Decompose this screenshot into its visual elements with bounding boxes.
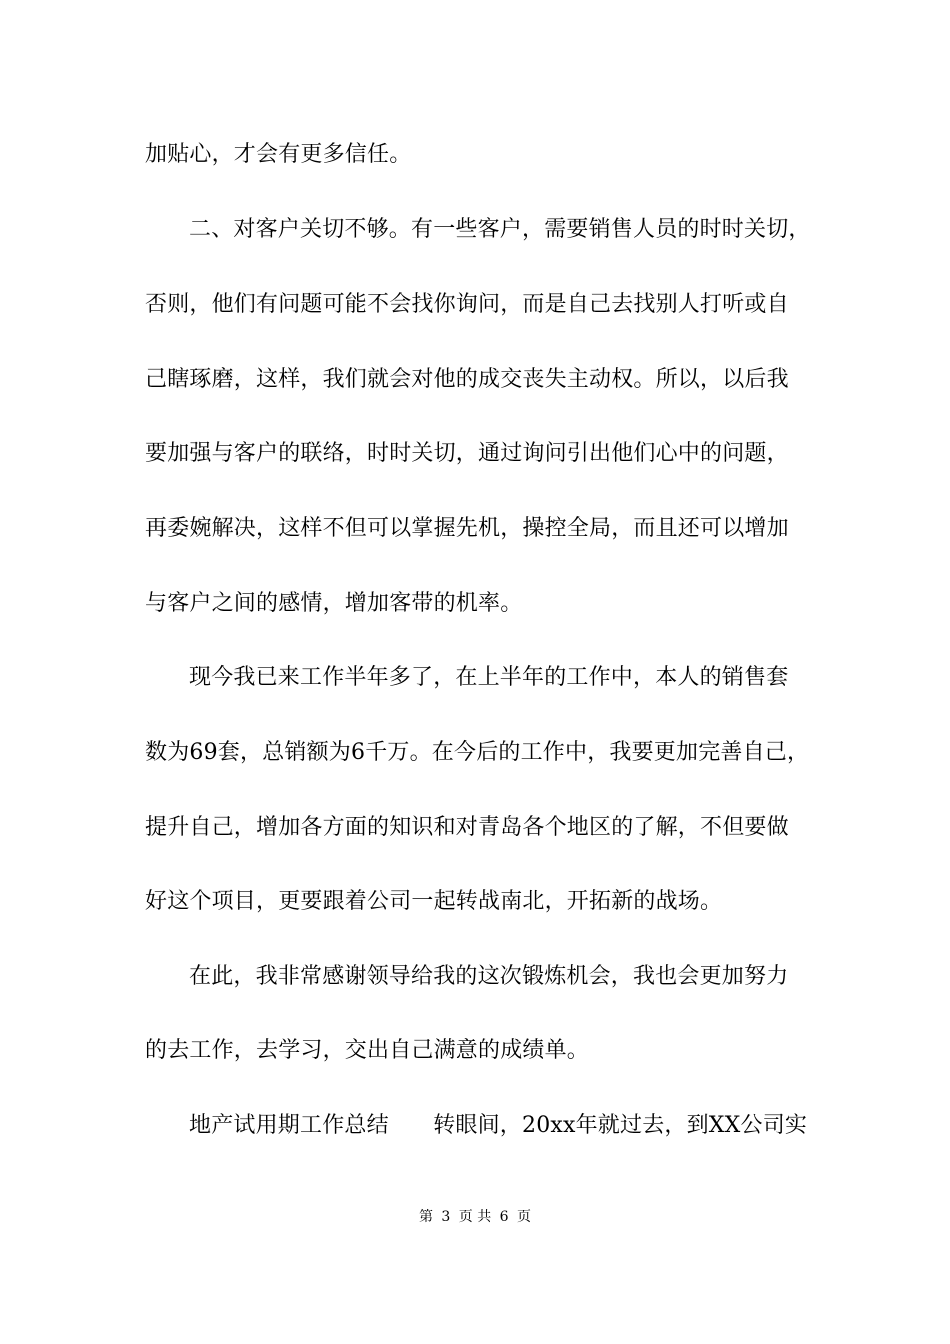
text-line: 加贴心，才会有更多信任。 bbox=[145, 142, 412, 167]
text-line: 再委婉解决，这样不但可以掌握先机，操控全局，而且还可以增加 bbox=[145, 516, 789, 541]
text-line: 的去工作，去学习，交出自己满意的成绩单。 bbox=[145, 1038, 590, 1063]
paragraph-start-line: 二、对客户关切不够。有一些客户，需要销售人员的时时关切， bbox=[189, 217, 811, 242]
paragraph-start-line: 现今我已来工作半年多了，在上半年的工作中，本人的销售套 bbox=[189, 665, 789, 690]
text-line: 好这个项目，更要跟着公司一起转战南北，开拓新的战场。 bbox=[145, 889, 723, 914]
text-line: 己瞎琢磨，这样，我们就会对他的成交丧失主动权。所以，以后我 bbox=[145, 367, 789, 392]
current-page-number: 3 bbox=[441, 1209, 451, 1225]
page-suffix: 页 bbox=[517, 1209, 532, 1225]
text-line: 与客户之间的感情，增加客带的机率。 bbox=[145, 591, 523, 616]
paragraph-start-line: 在此，我非常感谢领导给我的这次锻炼机会，我也会更加努力 bbox=[189, 964, 789, 989]
text-line: 提升自己，增加各方面的知识和对青岛各个地区的了解，不但要做 bbox=[145, 815, 789, 840]
text-line: 要加强与客户的联络，时时关切，通过询问引出他们心中的问题， bbox=[145, 441, 789, 466]
page-mid-text: 页 共 bbox=[458, 1209, 492, 1225]
page-footer bbox=[0, 1207, 950, 1227]
page-prefix: 第 bbox=[418, 1209, 433, 1225]
total-pages-number: 6 bbox=[499, 1209, 509, 1225]
text-line: 否则，他们有问题可能不会找你询问，而是自己去找别人打听或自 bbox=[145, 292, 789, 317]
paragraph-start-line: 地产试用期工作总结 转眼间，20xx年就过去，到XX公司实 bbox=[189, 1113, 808, 1138]
text-line: 数为69套，总销额为6千万。在今后的工作中，我要更加完善自己， bbox=[145, 740, 810, 765]
